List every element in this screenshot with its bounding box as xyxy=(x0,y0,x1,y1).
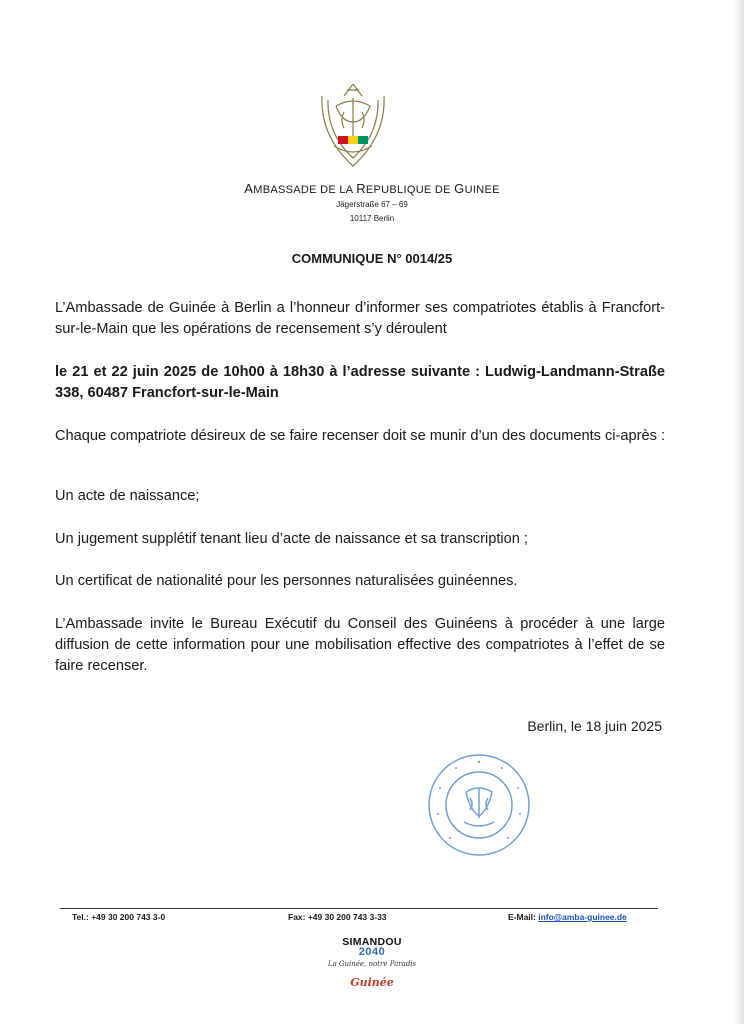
closing-paragraph: L’Ambassade invite le Bureau Exécutif du Conseil des Guinéens à procéder à une large diffusion de cette information pour une mobilisation effective des compatriotes à l’effet de se faire recenser. xyxy=(55,616,665,674)
simandou-logo-year: 2040 xyxy=(358,946,386,958)
embassy-name-part: G xyxy=(454,181,465,196)
footer-email-label: E-Mail: xyxy=(508,912,539,922)
communique-title: COMMUNIQUE N° 0014/25 xyxy=(291,251,453,266)
document-item-supplementary-judgment: Un jugement supplétif tenant lieu d’acte de naissance et sa transcription ; xyxy=(55,531,528,547)
simandou-tagline: La Guinée, notre Paradis xyxy=(327,960,417,968)
footer-email-link[interactable]: info@amba-guinee.de xyxy=(538,912,627,922)
guinea-coat-of-arms-icon xyxy=(314,76,392,172)
documents-intro-paragraph: Chaque compatriote désireux de se faire recenser doit se munir d’un des documents ci-après : xyxy=(55,428,666,444)
document-item-nationality-certificate: Un certificat de nationalité pour les personnes naturalisées guinéennes. xyxy=(55,573,518,589)
footer-email xyxy=(508,912,627,922)
embassy-name xyxy=(0,181,744,196)
footer-divider xyxy=(60,908,658,909)
intro-paragraph: L’Ambassade de Guinée à Berlin a l’honneur d’informer ses compatriotes établis à Francfort-sur-le-Main que les opérations de recensement s’y déroulent xyxy=(55,300,665,337)
page-edge-shadow xyxy=(734,0,744,1024)
embassy-name-part: R xyxy=(356,181,366,196)
embassy-name-part: MBASSADE DE LA xyxy=(253,184,357,196)
footer-telephone: Tel.: +49 30 200 743 3-0 xyxy=(72,912,166,922)
embassy-name-part: UINEE xyxy=(464,184,500,196)
guinee-logo: Guinée xyxy=(350,976,394,989)
dates-address-paragraph: le 21 et 22 juin 2025 de 10h00 à 18h30 à l’adresse suivante : Ludwig-Landmann-Straße 338, 60487 Francfort-sur-le-Main xyxy=(55,364,665,401)
embassy-name-part: EPUBLIQUE DE xyxy=(365,184,455,196)
footer-fax: Fax: +49 30 200 743 3-33 xyxy=(288,912,387,922)
embassy-stamp-icon xyxy=(426,752,532,858)
embassy-street: Jägerstraße 67 – 69 xyxy=(336,200,408,209)
embassy-name-part: A xyxy=(244,181,254,196)
simandou-logo-word: SIMANDOU xyxy=(342,936,402,948)
place-date-signoff: Berlin, le 18 juin 2025 xyxy=(527,718,662,734)
document-item-birth-certificate: Un acte de naissance; xyxy=(55,488,200,504)
embassy-city: 10117 Berlin xyxy=(349,214,395,223)
